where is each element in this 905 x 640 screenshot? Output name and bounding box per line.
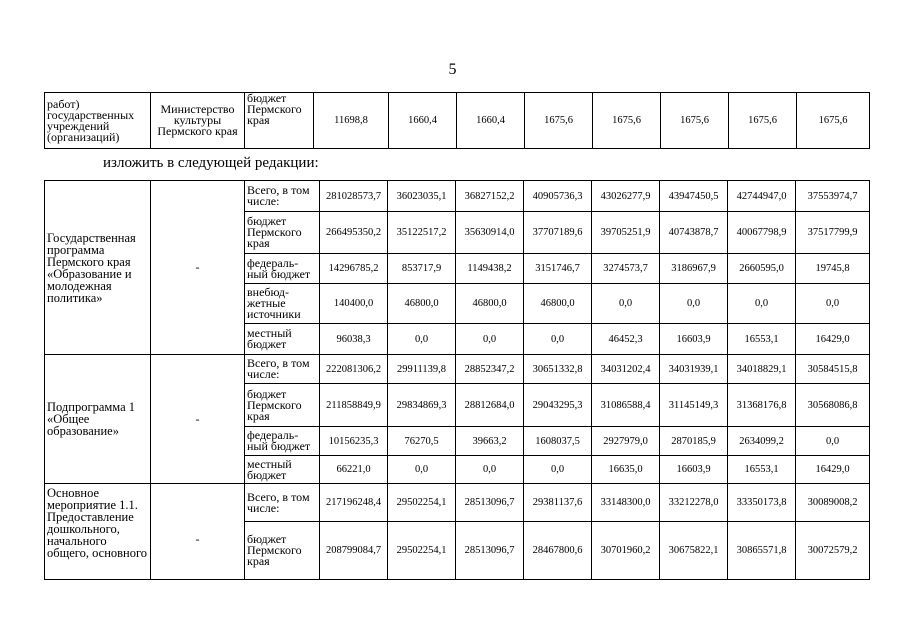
- value-cell: 36023035,1: [388, 181, 456, 212]
- previous-edition-table: [44, 92, 870, 149]
- funding-source-cell: бюджет Пермского края: [245, 522, 320, 580]
- value-cell: 1660,4: [457, 93, 525, 149]
- value-cell: 33350173,8: [728, 484, 796, 522]
- value-cell: 0,0: [796, 427, 870, 456]
- value-cell: 30675822,1: [660, 522, 728, 580]
- value-cell: 16603,9: [660, 324, 728, 355]
- value-cell: 16429,0: [796, 324, 870, 355]
- value-cell: 35122517,2: [388, 212, 456, 254]
- value-cell: 30089008,2: [796, 484, 870, 522]
- value-cell: 3151746,7: [524, 254, 592, 284]
- value-cell: 0,0: [524, 324, 592, 355]
- instruction-text: изложить в следующей редакции:: [103, 155, 319, 171]
- value-cell: 30072579,2: [796, 522, 870, 580]
- new-edition-table: [44, 180, 870, 580]
- value-cell: 46452,3: [592, 324, 660, 355]
- funding-source-cell: Всего, в том числе:: [245, 355, 320, 384]
- value-cell: 0,0: [456, 456, 524, 484]
- funding-source-cell: Всего, в том числе:: [245, 181, 320, 212]
- value-cell: 66221,0: [320, 456, 388, 484]
- value-cell: 29911139,8: [388, 355, 456, 384]
- value-cell: 0,0: [524, 456, 592, 484]
- value-cell: 40905736,3: [524, 181, 592, 212]
- value-cell: 30865571,8: [728, 522, 796, 580]
- value-cell: 217196248,4: [320, 484, 388, 522]
- value-cell: 29381137,6: [524, 484, 592, 522]
- value-cell: 0,0: [728, 284, 796, 324]
- table-row: [45, 484, 870, 522]
- table-row: [45, 181, 870, 212]
- value-cell: 2870185,9: [660, 427, 728, 456]
- value-cell: 1675,6: [525, 93, 593, 149]
- value-cell: 76270,5: [388, 427, 456, 456]
- value-cell: 28812684,0: [456, 384, 524, 427]
- value-cell: 16603,9: [660, 456, 728, 484]
- value-cell: 46800,0: [524, 284, 592, 324]
- funding-source-cell: федераль-ный бюджет: [245, 254, 320, 284]
- value-cell: 29834869,3: [388, 384, 456, 427]
- value-cell: 28513096,7: [456, 522, 524, 580]
- value-cell: 28852347,2: [456, 355, 524, 384]
- value-cell: 1675,6: [593, 93, 661, 149]
- value-cell: 10156235,3: [320, 427, 388, 456]
- value-cell: 3186967,9: [660, 254, 728, 284]
- value-cell: 211858849,9: [320, 384, 388, 427]
- value-cell: 37707189,6: [524, 212, 592, 254]
- value-cell: 46800,0: [456, 284, 524, 324]
- funding-source-cell: федераль-ный бюджет: [245, 427, 320, 456]
- value-cell: 33212278,0: [660, 484, 728, 522]
- value-cell: 16553,1: [728, 456, 796, 484]
- value-cell: 16553,1: [728, 324, 796, 355]
- value-cell: 39705251,9: [592, 212, 660, 254]
- value-cell: 96038,3: [320, 324, 388, 355]
- value-cell: 16429,0: [796, 456, 870, 484]
- value-cell: 11698,8: [314, 93, 389, 149]
- value-cell: 3274573,7: [592, 254, 660, 284]
- value-cell: 30584515,8: [796, 355, 870, 384]
- program-name-cell: Государственная программа Пермского края «Образование и молодежная политика»: [45, 181, 151, 355]
- value-cell: 31368176,8: [728, 384, 796, 427]
- program-name-cell: работ) государственных учреждений (организаций): [45, 93, 151, 149]
- value-cell: 40067798,9: [728, 212, 796, 254]
- value-cell: 1608037,5: [524, 427, 592, 456]
- value-cell: 46800,0: [388, 284, 456, 324]
- value-cell: 30701960,2: [592, 522, 660, 580]
- value-cell: 37517799,9: [796, 212, 870, 254]
- value-cell: 42744947,0: [728, 181, 796, 212]
- value-cell: 853717,9: [388, 254, 456, 284]
- value-cell: 29502254,1: [388, 484, 456, 522]
- ministry-cell: Министерство культуры Пермского края: [151, 93, 245, 149]
- value-cell: 1675,6: [797, 93, 870, 149]
- value-cell: 2660595,0: [728, 254, 796, 284]
- value-cell: 19745,8: [796, 254, 870, 284]
- responsible-cell: -: [151, 484, 245, 580]
- value-cell: 2927979,0: [592, 427, 660, 456]
- value-cell: 0,0: [388, 456, 456, 484]
- value-cell: 39663,2: [456, 427, 524, 456]
- value-cell: 1675,6: [661, 93, 729, 149]
- funding-source-cell: бюджет Пермского края: [245, 212, 320, 254]
- value-cell: 28467800,6: [524, 522, 592, 580]
- value-cell: 14296785,2: [320, 254, 388, 284]
- funding-source-cell: бюджет Пермского края: [245, 93, 314, 149]
- program-name-cell: Основное мероприятие 1.1. Предоставление дошкольного, начального общего, основного: [45, 484, 151, 580]
- funding-source-cell: внебюд-жетные источники: [245, 284, 320, 324]
- value-cell: 1675,6: [729, 93, 797, 149]
- value-cell: 37553974,7: [796, 181, 870, 212]
- value-cell: 43026277,9: [592, 181, 660, 212]
- value-cell: 33148300,0: [592, 484, 660, 522]
- value-cell: 36827152,2: [456, 181, 524, 212]
- responsible-cell: -: [151, 181, 245, 355]
- funding-source-cell: Всего, в том числе:: [245, 484, 320, 522]
- value-cell: 29502254,1: [388, 522, 456, 580]
- value-cell: 0,0: [796, 284, 870, 324]
- page-number: 5: [448, 61, 457, 78]
- value-cell: 1149438,2: [456, 254, 524, 284]
- value-cell: 28513096,7: [456, 484, 524, 522]
- value-cell: 2634099,2: [728, 427, 796, 456]
- value-cell: 0,0: [456, 324, 524, 355]
- table-row: [45, 355, 870, 384]
- funding-source-cell: местный бюджет: [245, 324, 320, 355]
- value-cell: 29043295,3: [524, 384, 592, 427]
- table-row: [45, 93, 870, 149]
- value-cell: 0,0: [660, 284, 728, 324]
- value-cell: 43947450,5: [660, 181, 728, 212]
- value-cell: 266495350,2: [320, 212, 388, 254]
- value-cell: 35630914,0: [456, 212, 524, 254]
- value-cell: 222081306,2: [320, 355, 388, 384]
- value-cell: 34018829,1: [728, 355, 796, 384]
- value-cell: 34031202,4: [592, 355, 660, 384]
- value-cell: 208799084,7: [320, 522, 388, 580]
- value-cell: 40743878,7: [660, 212, 728, 254]
- responsible-cell: -: [151, 355, 245, 484]
- value-cell: 30651332,8: [524, 355, 592, 384]
- value-cell: 16635,0: [592, 456, 660, 484]
- value-cell: 1660,4: [389, 93, 457, 149]
- value-cell: 34031939,1: [660, 355, 728, 384]
- funding-source-cell: местный бюджет: [245, 456, 320, 484]
- value-cell: 31145149,3: [660, 384, 728, 427]
- value-cell: 0,0: [388, 324, 456, 355]
- program-name-cell: Подпрограмма 1 «Общее образование»: [45, 355, 151, 484]
- funding-source-cell: бюджет Пермского края: [245, 384, 320, 427]
- value-cell: 281028573,7: [320, 181, 388, 212]
- value-cell: 0,0: [592, 284, 660, 324]
- value-cell: 31086588,4: [592, 384, 660, 427]
- value-cell: 140400,0: [320, 284, 388, 324]
- value-cell: 30568086,8: [796, 384, 870, 427]
